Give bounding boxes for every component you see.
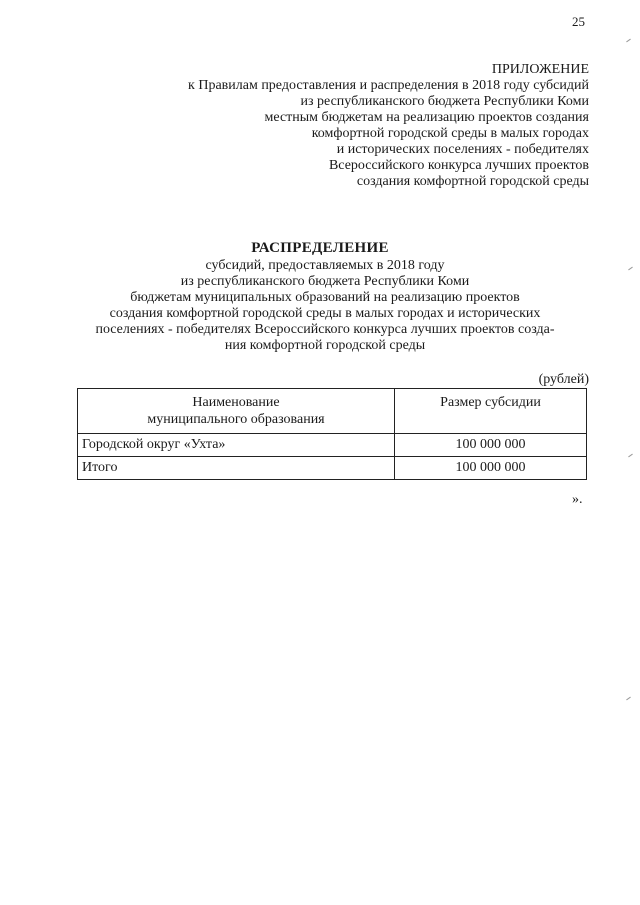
header-municipality-line: муниципального образования bbox=[147, 412, 325, 427]
appendix-line: создания комфортной городской среды bbox=[356, 174, 589, 189]
subsidy-amount-cell: 100 000 000 bbox=[395, 434, 587, 457]
appendix-heading: ПРИЛОЖЕНИЕ bbox=[491, 62, 589, 77]
subtitle-line: субсидий, предоставляемых в 2018 году bbox=[205, 258, 445, 273]
subtitle-line: из республиканского бюджета Республики Коми bbox=[180, 274, 470, 289]
appendix-block bbox=[109, 62, 589, 190]
document-title: РАСПРЕДЕЛЕНИЕ bbox=[251, 240, 389, 256]
currency-unit-note: (рублей) bbox=[538, 372, 589, 387]
scan-margin-mark bbox=[626, 697, 631, 701]
header-municipality-line: Наименование bbox=[192, 395, 280, 410]
subtitle-line: бюджетам муниципальных образований на реализацию проектов bbox=[130, 290, 520, 305]
document-subtitle bbox=[60, 258, 590, 354]
scan-margin-mark bbox=[628, 267, 633, 271]
total-amount-cell: 100 000 000 bbox=[395, 457, 587, 480]
subtitle-line: создания комфортной городской среды в малых городах и исторических bbox=[109, 306, 541, 321]
header-subsidy-amount: Размер субсидии bbox=[395, 389, 587, 434]
header-municipality bbox=[78, 389, 395, 434]
appendix-line: и исторических поселениях - победителях bbox=[336, 142, 589, 157]
appendix-line: местным бюджетам на реализацию проектов создания bbox=[264, 110, 589, 125]
appendix-line: Всероссийского конкурса лучших проектов bbox=[328, 158, 589, 173]
scan-margin-mark bbox=[628, 454, 633, 458]
subtitle-line: ния комфортной городской среды bbox=[224, 338, 426, 353]
page-number: 25 bbox=[572, 14, 585, 29]
appendix-line: из республиканского бюджета Республики Коми bbox=[300, 94, 589, 109]
appendix-line: к Правилам предоставления и распределения в 2018 году субсидий bbox=[188, 78, 589, 93]
closing-quote-mark: ». bbox=[572, 492, 583, 507]
scan-margin-mark bbox=[626, 39, 631, 43]
subsidy-table bbox=[77, 388, 587, 480]
table-row bbox=[78, 457, 587, 480]
table-header-row bbox=[78, 389, 587, 434]
total-label-cell: Итого bbox=[78, 457, 395, 480]
appendix-line: комфортной городской среды в малых городах bbox=[311, 126, 589, 141]
table-row bbox=[78, 434, 587, 457]
municipality-name-cell: Городской округ «Ухта» bbox=[78, 434, 395, 457]
subtitle-line: поселениях - победителях Всероссийского конкурса лучших проектов созда- bbox=[95, 322, 555, 337]
